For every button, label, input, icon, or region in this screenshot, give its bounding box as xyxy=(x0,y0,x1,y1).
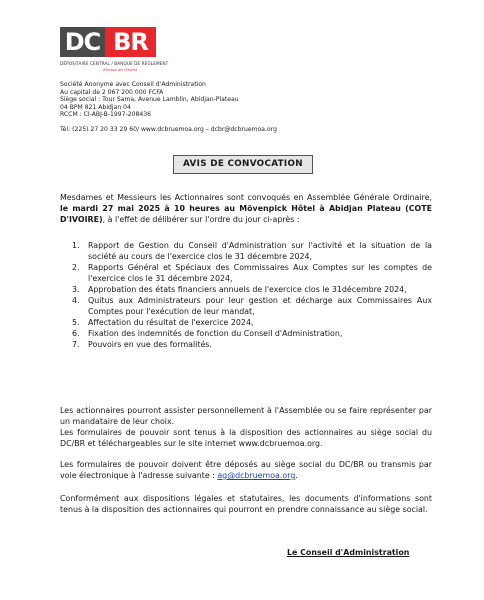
agenda-text: Pouvoirs en vue des formalités. xyxy=(88,340,212,349)
dcbr-logo xyxy=(60,27,156,57)
logo-region: Afrique de l'Ouest xyxy=(103,67,138,72)
intro-post: , à l'effet de délibérer sur l'ordre du jour ci-après : xyxy=(102,215,300,224)
company-line: Au capital de 2 067 200 000 FCFA xyxy=(60,88,164,96)
company-line: Siège social : Tour Sama, Avenue Lamblin, Abidjan-Plateau xyxy=(60,96,239,104)
proxy-deposit-paragraph xyxy=(60,459,432,481)
proxy-deposit-end: . xyxy=(295,471,298,480)
agenda-number: 7. xyxy=(72,340,80,349)
intro-meeting-details: le mardi 27 mai 2025 à 10 heures au Mövenpick Hôtel à Abidjan Plateau (COTE D'IVOIRE) xyxy=(60,204,432,224)
company-line: RCCM : CI-ABJ-B-1997-208436 xyxy=(60,111,152,119)
agenda-item xyxy=(72,284,432,295)
documents-paragraph: Conformément aux dispositions légales et statutaires, les documents d'informations sont tenus à la disposition des actionnaires qui pourront en prendre connaissance au siège social. xyxy=(60,494,432,514)
intro-paragraph xyxy=(60,192,432,225)
company-info xyxy=(60,81,239,119)
agenda-item xyxy=(72,317,432,328)
agenda-text: Rapport de Gestion du Conseil d'Administration sur l'activité et la situation de la société au cours de l'exercice clos le 31 décembre 2024, xyxy=(88,241,432,261)
agenda-item xyxy=(72,339,432,350)
agenda-text: Rapports Général et Spéciaux des Commissaires Aux Comptes sur les comptes de l'exercice clos le 31 décembre 2024, xyxy=(88,263,432,283)
agenda-number: 4. xyxy=(72,296,80,305)
email-link[interactable]: ag@dcbruemoa.org xyxy=(217,471,296,480)
agenda-number: 5. xyxy=(72,318,80,327)
proxy-deposit-text: Les formulaires de pouvoir doivent être déposés au siège social du DC/BR ou transmis par voie électronique à l'adresse suivante : xyxy=(60,460,432,480)
agenda-number: 3. xyxy=(72,285,80,294)
proxy-forms-paragraph: Les formulaires de pouvoir sont tenus à la disposition des actionnaires au siège social du DC/BR et téléchargeables sur le site internet www.dcbruemoa.org. xyxy=(60,428,432,448)
logo-br-block: BR xyxy=(105,27,156,57)
agenda-item xyxy=(72,295,432,317)
agenda-text: Affectation du résultat de l'exercice 2024, xyxy=(88,318,254,327)
company-line: 04 BPM 821 Abidjan 04 xyxy=(60,103,131,111)
logo-subtitle: DÉPOSITAIRE CENTRAL / BANQUE DE RÈGLEMENT xyxy=(60,61,169,66)
agenda-item xyxy=(72,328,432,339)
signature: Le Conseil d'Administration xyxy=(287,548,410,557)
agenda-number: 6. xyxy=(72,329,80,338)
logo-dc-block: DC xyxy=(60,27,105,57)
agenda-text: Quitus aux Administrateurs pour leur gestion et décharge aux Commissaires Aux Comptes pour l'exécution de leur mandat, xyxy=(88,296,432,316)
agenda-number: 1. xyxy=(72,241,80,250)
company-line: Société Anonyme avec Conseil d'Administration xyxy=(60,81,206,88)
agenda-text: Approbation des états financiers annuels de l'exercice clos le 31décembre 2024, xyxy=(88,285,407,294)
notice-title: AVIS DE CONVOCATION xyxy=(173,155,313,174)
agenda-item xyxy=(72,240,432,262)
contact-line: Tél: (225) 27 20 33 29 60/ www.dcbruemoa.org – dcbr@dcbruemoa.org xyxy=(60,126,277,133)
agenda-item xyxy=(72,262,432,284)
intro-pre: Mesdames et Messieurs les Actionnaires sont convoqués en Assemblée Générale Ordinaire, xyxy=(60,193,432,202)
agenda-list xyxy=(72,240,432,350)
attendance-paragraph: Les actionnaires pourront assister personnellement à l'Assemblée ou se faire représenter par un mandataire de leur choix. xyxy=(60,406,432,426)
agenda-text: Fixation des indemnités de fonction du Conseil d'Administration, xyxy=(88,329,343,338)
agenda-number: 2. xyxy=(72,263,80,272)
